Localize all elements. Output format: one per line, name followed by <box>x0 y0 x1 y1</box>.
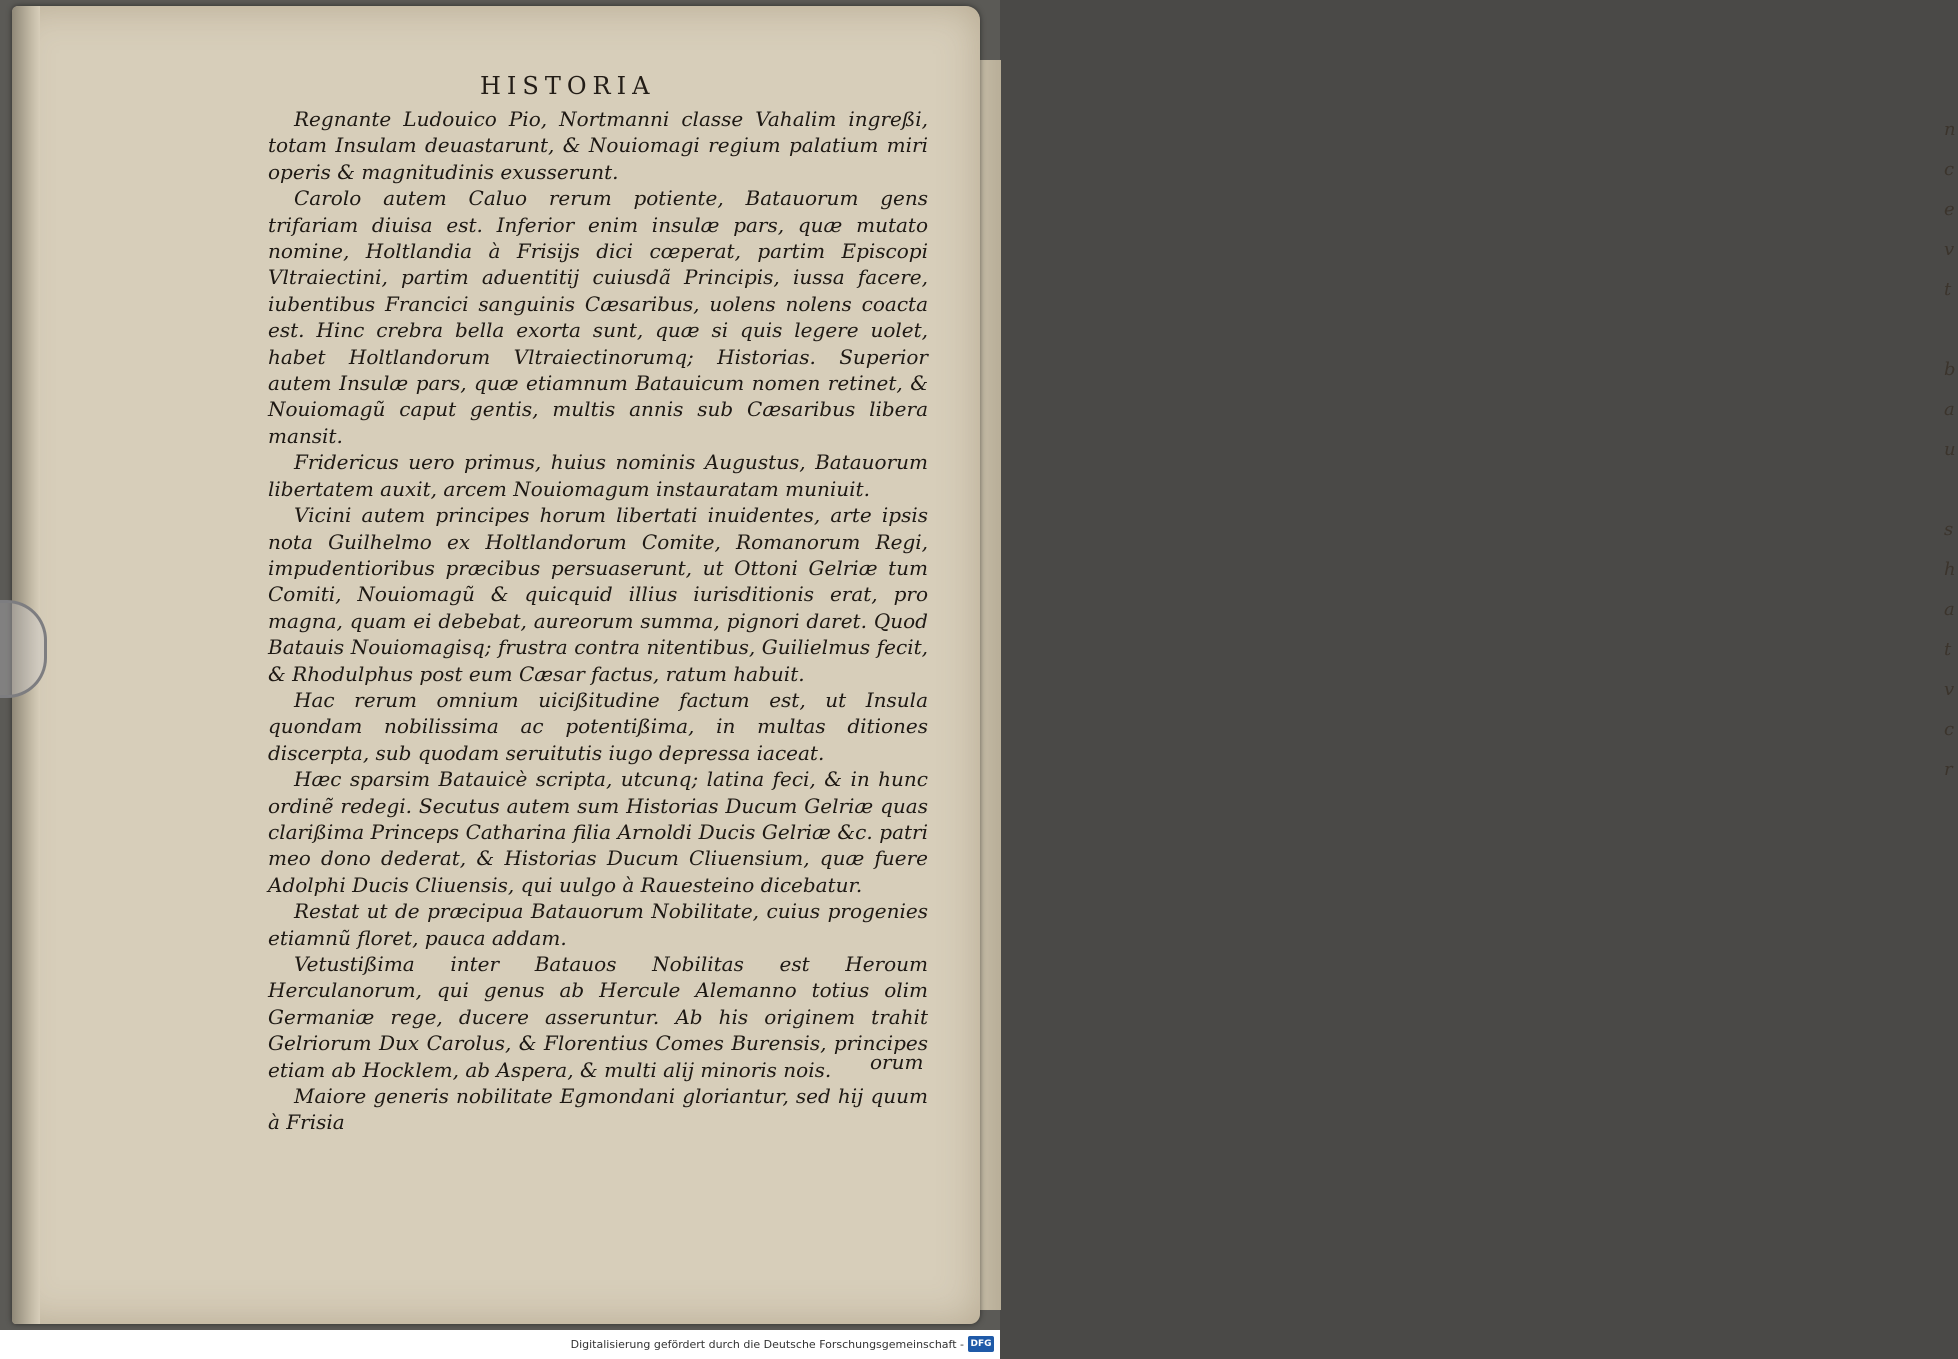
facing-page-letter: h <box>1944 559 1956 580</box>
facing-page-letter: r <box>1944 759 1953 780</box>
facing-page-letter: b <box>1944 359 1956 380</box>
catchword: orum <box>870 1050 924 1074</box>
dfg-logo: DFG <box>968 1336 994 1352</box>
paragraph: Hæc sparsim Batauicè scripta, utcunq; latina feci, & in hunc ordinẽ redegi. Secutus autem sum Historias Ducum Gelriæ quas clarißima Princeps Catharina filia Arnoldi Ducis Gelriæ &c. patri meo dono dederat, & Historias Ducum Cliuensium, quæ fuere Adolphi Ducis Cliuensis, qui uulgo à Rauesteino dicebatur. <box>268 767 928 897</box>
facing-page-letter: v <box>1944 239 1955 260</box>
facing-page-letter: c <box>1944 159 1955 180</box>
facing-page-letter: c <box>1944 719 1955 740</box>
facing-page-letter: e <box>1944 199 1955 220</box>
facing-page-letter: t <box>1944 639 1952 660</box>
facing-page-letter <box>1944 320 1958 360</box>
paragraph: Vicini autem principes horum libertati inuidentes, arte ipsis nota Guilhelmo ex Holtlandorum Comite, Romanorum Regi, impudentioribus præcibus persuaserunt, ut Ottoni Gelriæ tum Comiti, Nouiomagũ & quicquid illius iurisditionis erat, pro magna, quam ei debebat, aureorum summa, pignori daret. Quod Batauis Nouiomagisq; frustra contra nitentibus, Guilielmus fecit, & Rhodulphus post eum Cæsar factus, ratum habuit. <box>268 503 928 686</box>
paragraph: Fridericus uero primus, huius nominis Augustus, Batauorum libertatem auxit, arcem Nouiomagum instauratam muniuit. <box>268 450 928 501</box>
paragraph: Maiore generis nobilitate Egmondani gloriantur, sed hij quum à Frisia <box>268 1084 928 1135</box>
facing-page-letters <box>1944 120 1958 800</box>
facing-page-letter: t <box>1944 279 1952 300</box>
paragraph: Regnante Ludouico Pio, Nortmanni classe Vahalim ingreßi, totam Insulam deuastarunt, & Nouiomagi regium palatium miri operis & magnitudinis exusserunt. <box>268 107 928 184</box>
footer-bar <box>0 1330 1000 1359</box>
facing-page-letter: s <box>1944 519 1954 540</box>
facing-page-letter: u <box>1944 439 1956 460</box>
facing-page-letter: n <box>1944 119 1956 140</box>
facing-page-letter <box>1944 480 1958 520</box>
facing-page-letter: v <box>1944 679 1955 700</box>
paragraph: Carolo autem Caluo rerum potiente, Batauorum gens trifariam diuisa est. Inferior enim insulæ pars, quæ mutato nomine, Holtlandia à Frisijs dici cœperat, partim Episcopi Vltraiectini, partim aduentitij cuiusdã Principis, iussa facere, iubentibus Francici sanguinis Cæsaribus, uolens nolens coacta est. Hinc crebra bella exorta sunt, quæ si quis legere uolet, habet Holtlandorum Vltraiectinorumq; Historias. Superior autem Insulæ pars, quæ etiamnum Batauicum nomen retinet, & Nouiomagũ caput gentis, multis annis sub Cæsaribus libera mansit. <box>268 186 928 448</box>
running-heading: HISTORIA <box>480 72 656 100</box>
footer-credit: Digitalisierung gefördert durch die Deutsche Forschungsgemeinschaft - <box>570 1338 964 1351</box>
facing-page-letter: a <box>1944 399 1955 420</box>
body-text <box>268 106 928 1136</box>
paragraph: Hac rerum omnium uicißitudine factum est, ut Insula quondam nobilissima ac potentißima, in multas ditiones discerpta, sub quodam seruitutis iugo depressa iaceat. <box>268 687 928 765</box>
paragraph: Restat ut de præcipua Batauorum Nobilitate, cuius progenies etiamnũ floret, pauca addam. <box>268 899 928 950</box>
paragraph: Vetustißima inter Batauos Nobilitas est Heroum Herculanorum, qui genus ab Hercule Alemanno totius olim Germaniæ rege, ducere asseruntur. Ab his originem trahit Gelriorum Dux Carolus, & Florentius Comes Burensis, principes etiam ab Hocklem, ab Aspera, & multi alij minoris nois. <box>268 952 928 1082</box>
facing-page-letter: a <box>1944 599 1955 620</box>
